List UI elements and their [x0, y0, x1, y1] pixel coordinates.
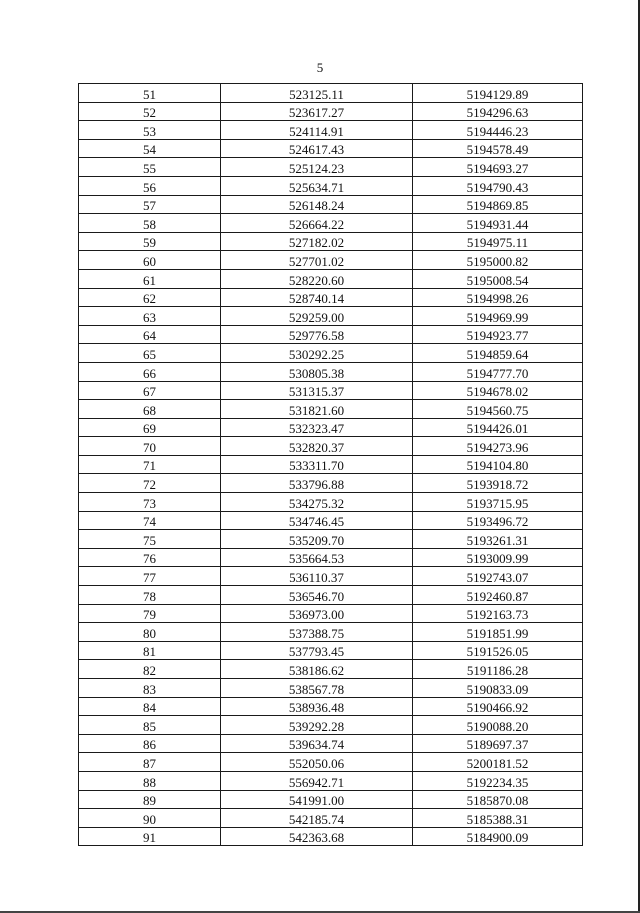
- point-number-cell: 89: [79, 790, 221, 809]
- table-row: [79, 288, 583, 307]
- table-row: [79, 753, 583, 772]
- x-coordinate-cell: 526664.22: [221, 214, 413, 233]
- table-row: [79, 344, 583, 363]
- table-row: [79, 771, 583, 790]
- x-coordinate-cell: 529776.58: [221, 325, 413, 344]
- y-coordinate-cell: 5193918.72: [413, 474, 583, 493]
- point-number-cell: 84: [79, 697, 221, 716]
- point-number-cell: 65: [79, 344, 221, 363]
- x-coordinate-cell: 527182.02: [221, 232, 413, 251]
- point-number-cell: 83: [79, 679, 221, 698]
- point-number-cell: 70: [79, 437, 221, 456]
- point-number-cell: 56: [79, 176, 221, 195]
- x-coordinate-cell: 525124.23: [221, 158, 413, 177]
- x-coordinate-cell: 538936.48: [221, 697, 413, 716]
- point-number-cell: 51: [79, 84, 221, 103]
- y-coordinate-cell: 5191851.99: [413, 623, 583, 642]
- x-coordinate-cell: 539292.28: [221, 716, 413, 735]
- point-number-cell: 61: [79, 269, 221, 288]
- x-coordinate-cell: 532323.47: [221, 418, 413, 437]
- table-row: [79, 232, 583, 251]
- x-coordinate-cell: 524617.43: [221, 139, 413, 158]
- x-coordinate-cell: 531821.60: [221, 400, 413, 419]
- table-row: [79, 679, 583, 698]
- point-number-cell: 71: [79, 455, 221, 474]
- y-coordinate-cell: 5194560.75: [413, 400, 583, 419]
- point-number-cell: 58: [79, 214, 221, 233]
- x-coordinate-cell: 533796.88: [221, 474, 413, 493]
- point-number-cell: 53: [79, 121, 221, 140]
- x-coordinate-cell: 541991.00: [221, 790, 413, 809]
- table-row: [79, 474, 583, 493]
- table-row: [79, 195, 583, 214]
- table-row: [79, 102, 583, 121]
- y-coordinate-cell: 5194693.27: [413, 158, 583, 177]
- point-number-cell: 80: [79, 623, 221, 642]
- y-coordinate-cell: 5194777.70: [413, 362, 583, 381]
- y-coordinate-cell: 5194273.96: [413, 437, 583, 456]
- point-number-cell: 79: [79, 604, 221, 623]
- y-coordinate-cell: 5194578.49: [413, 139, 583, 158]
- x-coordinate-cell: 529259.00: [221, 307, 413, 326]
- y-coordinate-cell: 5194859.64: [413, 344, 583, 363]
- point-number-cell: 86: [79, 734, 221, 753]
- point-number-cell: 66: [79, 362, 221, 381]
- table-row: [79, 214, 583, 233]
- table-row: [79, 660, 583, 679]
- point-number-cell: 59: [79, 232, 221, 251]
- point-number-cell: 64: [79, 325, 221, 344]
- table-row: [79, 176, 583, 195]
- y-coordinate-cell: 5193496.72: [413, 511, 583, 530]
- table-row: [79, 437, 583, 456]
- table-row: [79, 604, 583, 623]
- point-number-cell: 81: [79, 641, 221, 660]
- point-number-cell: 75: [79, 530, 221, 549]
- x-coordinate-cell: 539634.74: [221, 734, 413, 753]
- y-coordinate-cell: 5193009.99: [413, 548, 583, 567]
- table-row: [79, 121, 583, 140]
- y-coordinate-cell: 5195008.54: [413, 269, 583, 288]
- y-coordinate-cell: 5194426.01: [413, 418, 583, 437]
- table-row: [79, 567, 583, 586]
- y-coordinate-cell: 5184900.09: [413, 827, 583, 846]
- y-coordinate-cell: 5192234.35: [413, 771, 583, 790]
- x-coordinate-cell: 535209.70: [221, 530, 413, 549]
- y-coordinate-cell: 5192163.73: [413, 604, 583, 623]
- x-coordinate-cell: 536110.37: [221, 567, 413, 586]
- y-coordinate-cell: 5194446.23: [413, 121, 583, 140]
- y-coordinate-cell: 5190088.20: [413, 716, 583, 735]
- point-number-cell: 62: [79, 288, 221, 307]
- point-number-cell: 78: [79, 586, 221, 605]
- point-number-cell: 57: [79, 195, 221, 214]
- point-number-cell: 87: [79, 753, 221, 772]
- coordinates-table: [78, 83, 583, 846]
- y-coordinate-cell: 5189697.37: [413, 734, 583, 753]
- y-coordinate-cell: 5185870.08: [413, 790, 583, 809]
- page-number: 5: [316, 60, 324, 75]
- table-row: [79, 827, 583, 846]
- table-row: [79, 548, 583, 567]
- y-coordinate-cell: 5192460.87: [413, 586, 583, 605]
- x-coordinate-cell: 556942.71: [221, 771, 413, 790]
- x-coordinate-cell: 528740.14: [221, 288, 413, 307]
- table-row: [79, 586, 583, 605]
- x-coordinate-cell: 533311.70: [221, 455, 413, 474]
- table-row: [79, 809, 583, 828]
- table-row: [79, 269, 583, 288]
- table-row: [79, 493, 583, 512]
- y-coordinate-cell: 5194104.80: [413, 455, 583, 474]
- y-coordinate-cell: 5194296.63: [413, 102, 583, 121]
- y-coordinate-cell: 5195000.82: [413, 251, 583, 270]
- table-row: [79, 84, 583, 103]
- y-coordinate-cell: 5192743.07: [413, 567, 583, 586]
- table-row: [79, 325, 583, 344]
- table-row: [79, 158, 583, 177]
- x-coordinate-cell: 538186.62: [221, 660, 413, 679]
- y-coordinate-cell: 5200181.52: [413, 753, 583, 772]
- y-coordinate-cell: 5194969.99: [413, 307, 583, 326]
- table-row: [79, 418, 583, 437]
- point-number-cell: 74: [79, 511, 221, 530]
- point-number-cell: 52: [79, 102, 221, 121]
- x-coordinate-cell: 534275.32: [221, 493, 413, 512]
- table-row: [79, 790, 583, 809]
- point-number-cell: 82: [79, 660, 221, 679]
- table-row: [79, 641, 583, 660]
- x-coordinate-cell: 525634.71: [221, 176, 413, 195]
- point-number-cell: 63: [79, 307, 221, 326]
- x-coordinate-cell: 542363.68: [221, 827, 413, 846]
- y-coordinate-cell: 5185388.31: [413, 809, 583, 828]
- x-coordinate-cell: 535664.53: [221, 548, 413, 567]
- point-number-cell: 54: [79, 139, 221, 158]
- table-row: [79, 697, 583, 716]
- point-number-cell: 91: [79, 827, 221, 846]
- x-coordinate-cell: 537388.75: [221, 623, 413, 642]
- table-row: [79, 139, 583, 158]
- table-row: [79, 530, 583, 549]
- y-coordinate-cell: 5194869.85: [413, 195, 583, 214]
- x-coordinate-cell: 523125.11: [221, 84, 413, 103]
- y-coordinate-cell: 5194998.26: [413, 288, 583, 307]
- y-coordinate-cell: 5190466.92: [413, 697, 583, 716]
- table-row: [79, 362, 583, 381]
- table-row: [79, 307, 583, 326]
- y-coordinate-cell: 5194975.11: [413, 232, 583, 251]
- x-coordinate-cell: 528220.60: [221, 269, 413, 288]
- x-coordinate-cell: 532820.37: [221, 437, 413, 456]
- point-number-cell: 72: [79, 474, 221, 493]
- y-coordinate-cell: 5194678.02: [413, 381, 583, 400]
- x-coordinate-cell: 536546.70: [221, 586, 413, 605]
- point-number-cell: 67: [79, 381, 221, 400]
- table-row: [79, 734, 583, 753]
- y-coordinate-cell: 5194923.77: [413, 325, 583, 344]
- point-number-cell: 69: [79, 418, 221, 437]
- point-number-cell: 90: [79, 809, 221, 828]
- y-coordinate-cell: 5194790.43: [413, 176, 583, 195]
- x-coordinate-cell: 527701.02: [221, 251, 413, 270]
- y-coordinate-cell: 5191526.05: [413, 641, 583, 660]
- y-coordinate-cell: 5194129.89: [413, 84, 583, 103]
- point-number-cell: 68: [79, 400, 221, 419]
- x-coordinate-cell: 536973.00: [221, 604, 413, 623]
- point-number-cell: 60: [79, 251, 221, 270]
- table-row: [79, 381, 583, 400]
- y-coordinate-cell: 5191186.28: [413, 660, 583, 679]
- x-coordinate-cell: 552050.06: [221, 753, 413, 772]
- table-row: [79, 251, 583, 270]
- x-coordinate-cell: 524114.91: [221, 121, 413, 140]
- x-coordinate-cell: 531315.37: [221, 381, 413, 400]
- table-row: [79, 400, 583, 419]
- table-row: [79, 455, 583, 474]
- table-row: [79, 511, 583, 530]
- y-coordinate-cell: 5190833.09: [413, 679, 583, 698]
- table-row: [79, 623, 583, 642]
- x-coordinate-cell: 542185.74: [221, 809, 413, 828]
- x-coordinate-cell: 523617.27: [221, 102, 413, 121]
- point-number-cell: 73: [79, 493, 221, 512]
- x-coordinate-cell: 534746.45: [221, 511, 413, 530]
- x-coordinate-cell: 538567.78: [221, 679, 413, 698]
- y-coordinate-cell: 5193715.95: [413, 493, 583, 512]
- point-number-cell: 85: [79, 716, 221, 735]
- table-row: [79, 716, 583, 735]
- x-coordinate-cell: 530292.25: [221, 344, 413, 363]
- point-number-cell: 77: [79, 567, 221, 586]
- y-coordinate-cell: 5193261.31: [413, 530, 583, 549]
- y-coordinate-cell: 5194931.44: [413, 214, 583, 233]
- x-coordinate-cell: 526148.24: [221, 195, 413, 214]
- coordinates-table-body: [79, 84, 583, 846]
- point-number-cell: 76: [79, 548, 221, 567]
- x-coordinate-cell: 537793.45: [221, 641, 413, 660]
- point-number-cell: 55: [79, 158, 221, 177]
- x-coordinate-cell: 530805.38: [221, 362, 413, 381]
- point-number-cell: 88: [79, 771, 221, 790]
